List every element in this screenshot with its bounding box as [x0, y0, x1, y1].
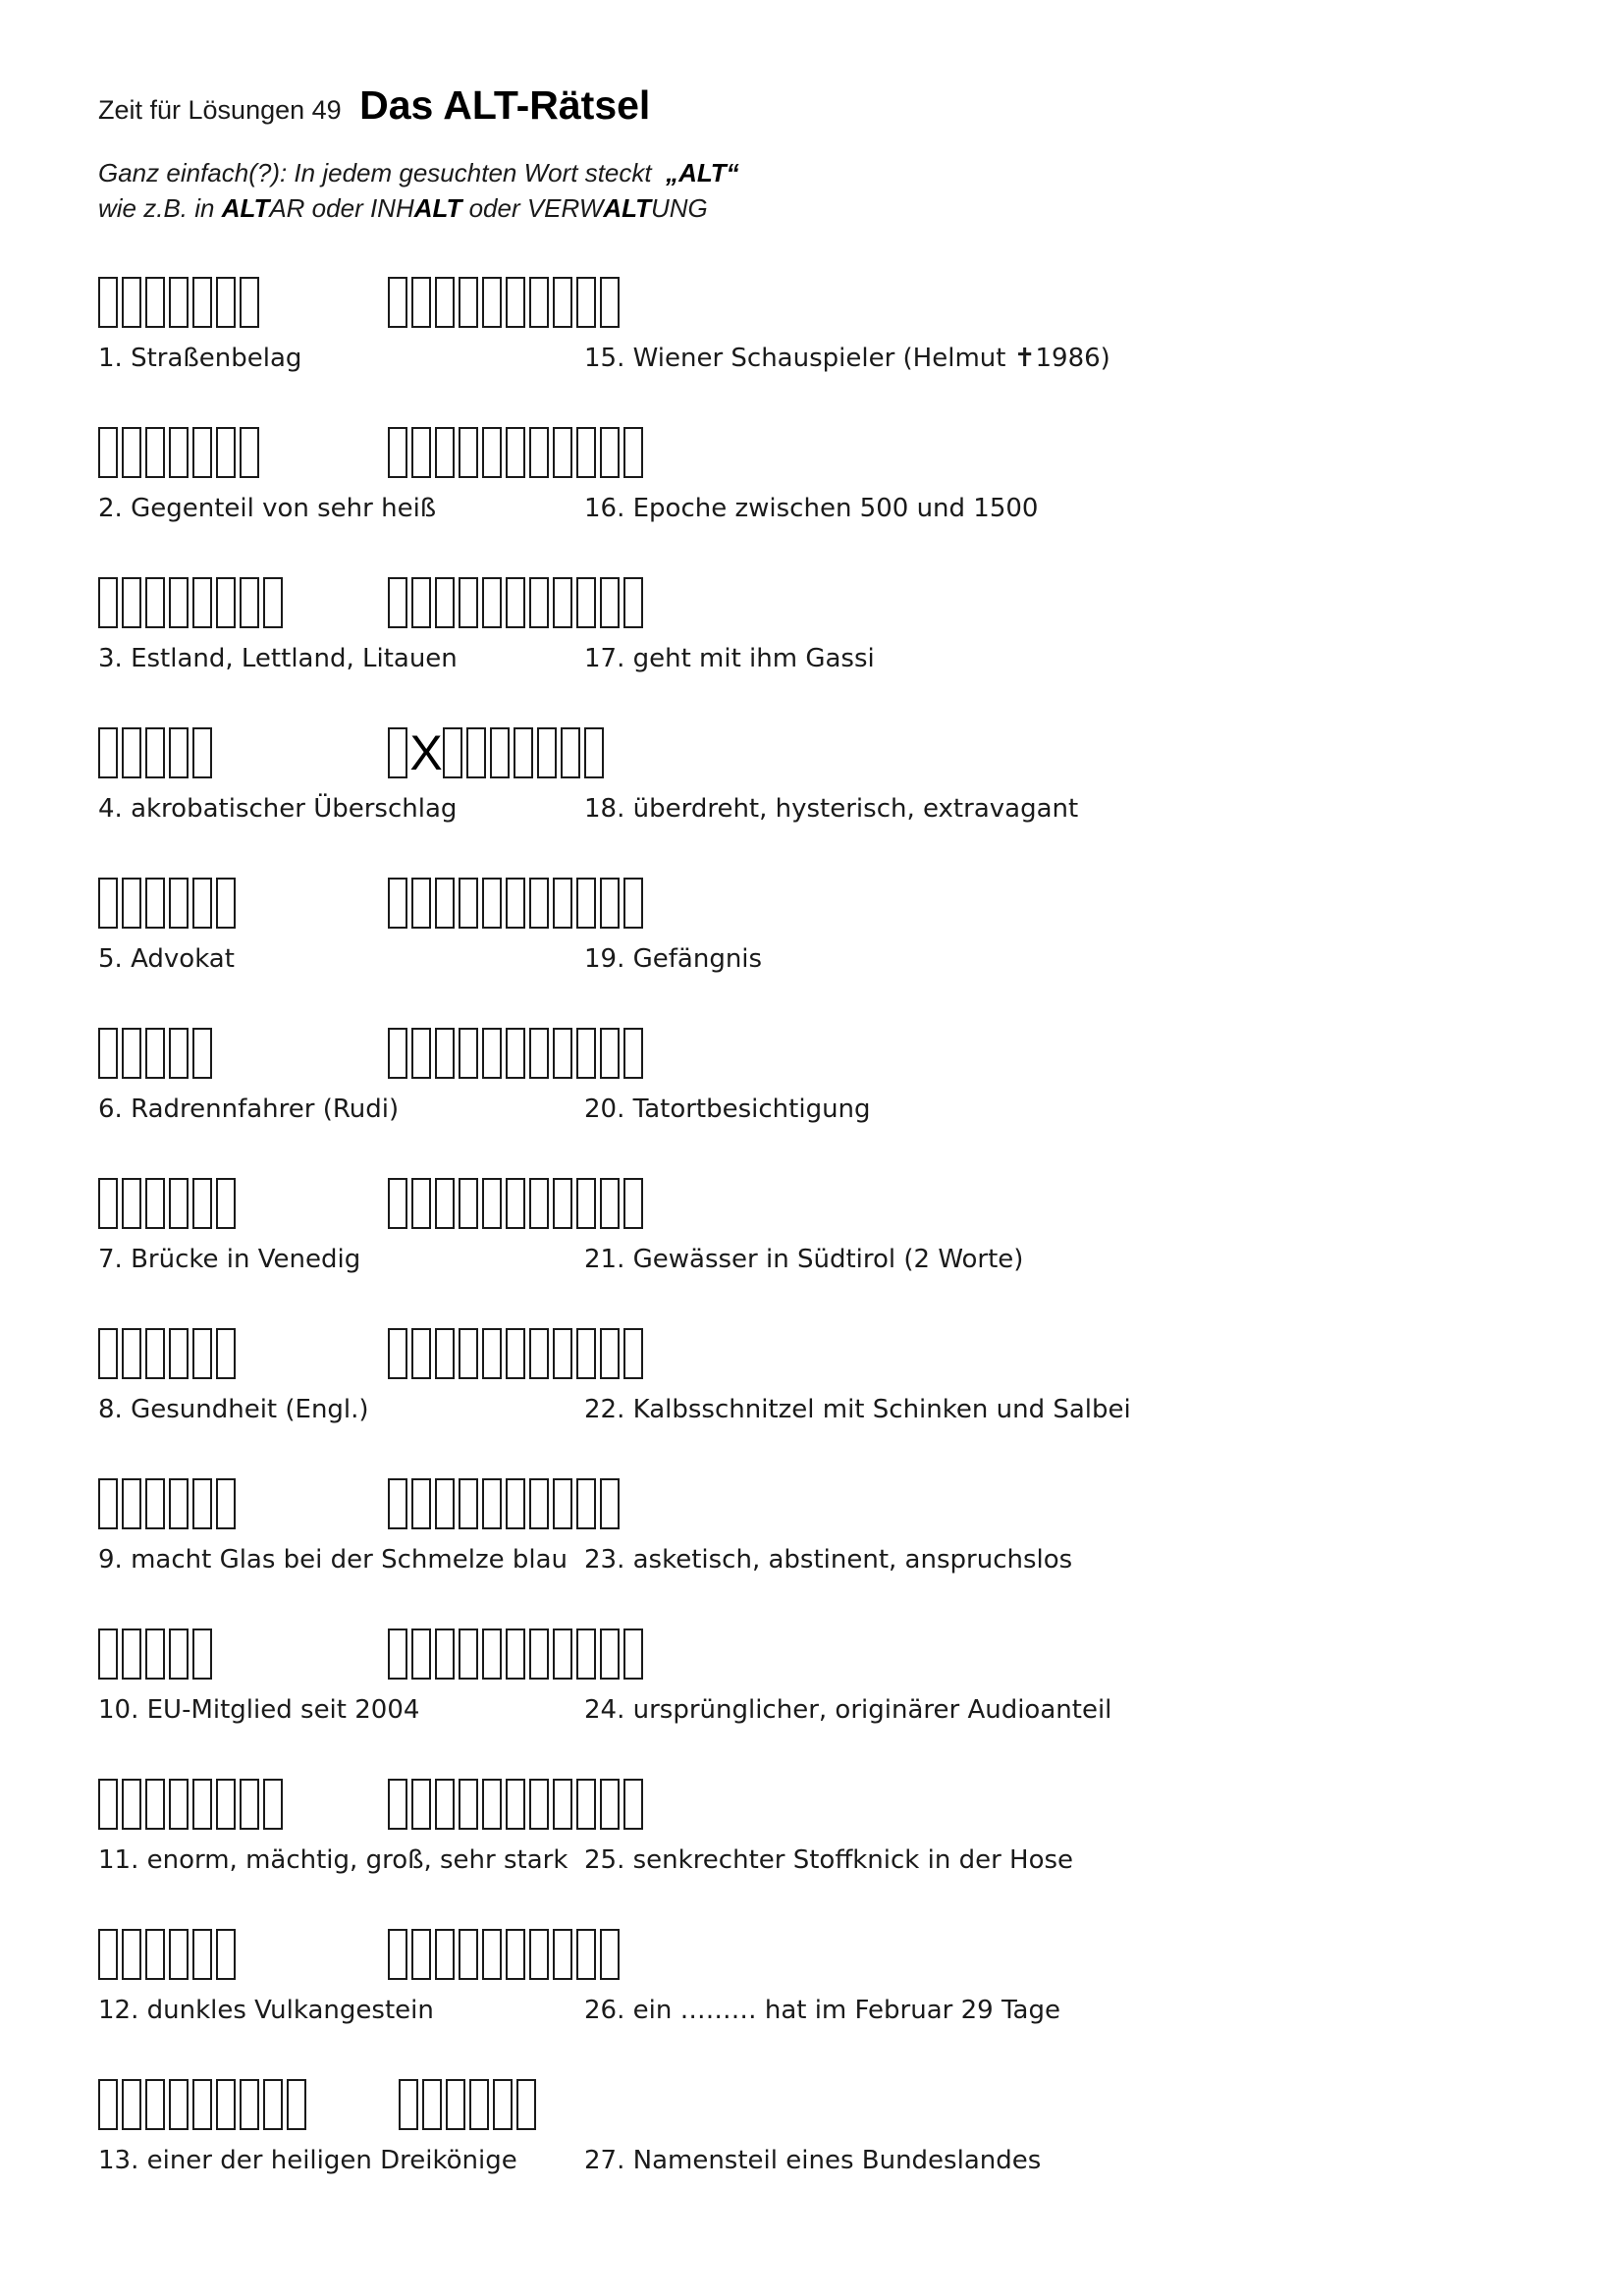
letter-box[interactable] [240, 577, 259, 628]
letter-box[interactable] [459, 1328, 478, 1379]
clue-text: 19. Gefängnis [584, 944, 763, 974]
letter-box[interactable] [122, 277, 141, 328]
letter-box[interactable] [192, 1929, 212, 1980]
letter-box[interactable] [388, 1929, 407, 1980]
letter-box[interactable] [435, 1629, 455, 1680]
letter-box[interactable] [553, 1178, 572, 1229]
letter-box[interactable] [576, 1028, 596, 1079]
letter-box[interactable] [388, 1779, 407, 1830]
letter-box[interactable] [169, 1929, 189, 1980]
letter-box[interactable] [623, 1178, 643, 1229]
letter-box[interactable] [529, 878, 549, 929]
letter-box[interactable] [553, 1779, 572, 1830]
letter-box[interactable] [576, 1178, 596, 1229]
answer-boxes [388, 1773, 647, 1836]
letter-box[interactable] [411, 878, 431, 929]
letter-box[interactable] [169, 427, 189, 478]
letter-box[interactable] [388, 1328, 407, 1379]
answer-boxes [98, 872, 240, 934]
letter-box[interactable] [584, 727, 604, 778]
instructions-fragment: AR oder INH [269, 193, 414, 223]
letter-box[interactable] [216, 277, 236, 328]
letter-box[interactable] [482, 1629, 502, 1680]
letter-box[interactable] [216, 427, 236, 478]
letter-box[interactable] [98, 1629, 118, 1680]
letter-box[interactable] [516, 2079, 536, 2130]
letter-box[interactable] [553, 577, 572, 628]
letter-box[interactable] [482, 878, 502, 929]
answer-boxes [98, 1022, 216, 1085]
letter-box[interactable] [459, 1178, 478, 1229]
clue-row [0, 872, 1623, 1009]
letter-box[interactable] [553, 1028, 572, 1079]
instructions-fragment: ALT [603, 193, 651, 223]
letter-box[interactable] [240, 1779, 259, 1830]
clue-row [0, 1923, 1623, 2060]
instructions-line-2 [98, 190, 739, 226]
letter-box[interactable] [529, 1478, 549, 1529]
instructions-fragment: wie z.B. in [98, 193, 222, 223]
clue-text: 24. ursprünglicher, originärer Audioanteil [584, 1695, 1112, 1725]
letter-box[interactable] [388, 1629, 407, 1680]
letter-box[interactable] [98, 727, 118, 778]
letter-box[interactable] [122, 1178, 141, 1229]
instructions-fragment: oder VERW [461, 193, 604, 223]
letter-box[interactable] [145, 727, 165, 778]
letter-box[interactable] [122, 878, 141, 929]
letter-box[interactable] [192, 878, 212, 929]
letter-box[interactable] [192, 577, 212, 628]
letter-box[interactable] [98, 1929, 118, 1980]
letter-box[interactable] [122, 1929, 141, 1980]
letter-box[interactable] [459, 1779, 478, 1830]
answer-boxes [98, 571, 287, 634]
clue-text: 22. Kalbsschnitzel mit Schinken und Salbei [584, 1395, 1131, 1424]
letter-box[interactable] [493, 2079, 513, 2130]
letter-box[interactable] [263, 1779, 283, 1830]
letter-box[interactable] [482, 1178, 502, 1229]
letter-box[interactable] [411, 427, 431, 478]
clue-text: 4. akrobatischer Überschlag [98, 794, 458, 824]
letter-box[interactable] [411, 1779, 431, 1830]
clue-text: 25. senkrechter Stoffknick in der Hose [584, 1845, 1074, 1875]
letter-box[interactable] [169, 1028, 189, 1079]
letter-box[interactable] [623, 1328, 643, 1379]
letter-box[interactable] [192, 2079, 212, 2130]
letter-box[interactable] [459, 1629, 478, 1680]
letter-box[interactable] [506, 577, 525, 628]
letter-box[interactable] [399, 2079, 418, 2130]
clue-text: 5. Advokat [98, 944, 235, 974]
letter-box[interactable] [459, 878, 478, 929]
letter-box[interactable] [98, 277, 118, 328]
letter-box[interactable] [411, 1328, 431, 1379]
letter-box[interactable] [435, 577, 455, 628]
clue-row [0, 721, 1623, 859]
answer-boxes [98, 1322, 240, 1385]
letter-box[interactable] [411, 1478, 431, 1529]
letter-box[interactable] [482, 277, 502, 328]
letter-box[interactable] [122, 1478, 141, 1529]
letter-box[interactable] [482, 577, 502, 628]
clue-row [0, 2073, 1623, 2211]
letter-box[interactable] [192, 427, 212, 478]
letter-box[interactable] [145, 878, 165, 929]
letter-box[interactable] [287, 2079, 306, 2130]
letter-box[interactable] [576, 1629, 596, 1680]
letter-box[interactable] [459, 277, 478, 328]
letter-box[interactable] [192, 1779, 212, 1830]
letter-box[interactable] [600, 1178, 620, 1229]
letter-box[interactable] [553, 427, 572, 478]
letter-box[interactable] [169, 1629, 189, 1680]
letter-box[interactable] [388, 878, 407, 929]
letter-box[interactable] [122, 727, 141, 778]
letter-box[interactable] [145, 577, 165, 628]
letter-box[interactable] [216, 1328, 236, 1379]
letter-box[interactable] [529, 1929, 549, 1980]
letter-box[interactable] [469, 2079, 489, 2130]
letter-box[interactable] [600, 1478, 620, 1529]
page-title: Das ALT-Rätsel [359, 82, 651, 128]
letter-box[interactable] [98, 878, 118, 929]
letter-box[interactable] [446, 2079, 465, 2130]
letter-box[interactable] [435, 1478, 455, 1529]
letter-box[interactable] [623, 1028, 643, 1079]
letter-box[interactable] [576, 577, 596, 628]
letter-box[interactable] [553, 878, 572, 929]
letter-box[interactable] [98, 1779, 118, 1830]
letter-box[interactable] [216, 1779, 236, 1830]
letter-box[interactable] [506, 1629, 525, 1680]
letter-box[interactable] [122, 1028, 141, 1079]
letter-box[interactable] [192, 1478, 212, 1529]
clue-text: 12. dunkles Vulkangestein [98, 1996, 434, 2025]
instructions-line-1 [98, 155, 739, 190]
instructions-fragment: ALT [413, 193, 462, 223]
letter-box[interactable] [411, 1929, 431, 1980]
letter-box[interactable] [553, 1929, 572, 1980]
letter-box[interactable] [553, 1629, 572, 1680]
clue-row [0, 1322, 1623, 1460]
letter-box[interactable] [122, 577, 141, 628]
answer-boxes [388, 1923, 623, 1986]
letter-box[interactable] [600, 1328, 620, 1379]
letter-box[interactable] [576, 427, 596, 478]
letter-box[interactable] [263, 2079, 283, 2130]
letter-box[interactable] [506, 1028, 525, 1079]
clue-text: 2. Gegenteil von sehr heiß [98, 494, 437, 523]
letter-box[interactable] [553, 277, 572, 328]
letter-box[interactable] [529, 1328, 549, 1379]
letter-box[interactable] [145, 277, 165, 328]
clue-text: 17. geht mit ihm Gassi [584, 644, 875, 673]
letter-box[interactable] [192, 1028, 212, 1079]
answer-boxes [388, 1022, 647, 1085]
answer-boxes [388, 421, 647, 484]
letter-box[interactable] [98, 1478, 118, 1529]
answer-boxes [98, 2073, 310, 2136]
letter-box[interactable] [529, 427, 549, 478]
letter-box[interactable] [169, 727, 189, 778]
letter-box[interactable] [145, 1178, 165, 1229]
letter-box[interactable] [529, 1178, 549, 1229]
letter-box[interactable] [600, 878, 620, 929]
letter-box[interactable] [422, 2079, 442, 2130]
letter-box[interactable] [482, 1478, 502, 1529]
letter-box[interactable] [169, 1779, 189, 1830]
clue-row [0, 1172, 1623, 1309]
instructions [98, 155, 739, 226]
letter-box[interactable] [553, 1478, 572, 1529]
clue-row [0, 1022, 1623, 1159]
letter-box[interactable] [192, 277, 212, 328]
letter-box[interactable] [600, 1629, 620, 1680]
letter-box[interactable] [192, 1328, 212, 1379]
letter-box[interactable] [411, 1629, 431, 1680]
letter-box[interactable] [466, 727, 486, 778]
letter-box[interactable] [576, 277, 596, 328]
letter-box[interactable] [459, 1929, 478, 1980]
letter-box[interactable] [122, 1779, 141, 1830]
instructions-fragment: UNG [651, 193, 708, 223]
letter-box[interactable] [98, 427, 118, 478]
letter-box[interactable] [122, 2079, 141, 2130]
answer-boxes [388, 1472, 623, 1535]
letter-box[interactable] [529, 1779, 549, 1830]
letter-box[interactable] [435, 878, 455, 929]
clue-text: 16. Epoche zwischen 500 und 1500 [584, 494, 1039, 523]
letter-box[interactable] [388, 727, 407, 778]
letter-box[interactable] [482, 1929, 502, 1980]
letter-box[interactable] [506, 1929, 525, 1980]
clue-text: 11. enorm, mächtig, groß, sehr stark [98, 1845, 568, 1875]
letter-box[interactable] [435, 1779, 455, 1830]
letter-box[interactable] [576, 878, 596, 929]
letter-box[interactable] [388, 1178, 407, 1229]
clue-row [0, 571, 1623, 709]
letter-box[interactable] [192, 727, 212, 778]
answer-boxes [388, 721, 608, 784]
letter-box[interactable] [145, 1478, 165, 1529]
clue-text: 18. überdreht, hysterisch, extravagant [584, 794, 1079, 824]
letter-box[interactable] [529, 1629, 549, 1680]
letter-box[interactable] [459, 427, 478, 478]
clue-text: 26. ein ……… hat im Februar 29 Tage [584, 1996, 1060, 2025]
letter-box[interactable] [482, 1779, 502, 1830]
letter-box[interactable] [576, 1929, 596, 1980]
letter-box[interactable] [506, 878, 525, 929]
letter-box[interactable] [506, 1478, 525, 1529]
letter-box[interactable] [98, 1178, 118, 1229]
letter-box[interactable] [459, 1478, 478, 1529]
letter-box[interactable] [459, 577, 478, 628]
instructions-quote: „ALT“ [666, 158, 739, 187]
letter-box[interactable] [240, 2079, 259, 2130]
letter-box[interactable] [435, 277, 455, 328]
letter-box[interactable] [529, 277, 549, 328]
letter-box[interactable] [411, 1028, 431, 1079]
letter-box[interactable] [482, 427, 502, 478]
letter-box[interactable] [388, 577, 407, 628]
letter-box[interactable] [145, 1629, 165, 1680]
answer-boxes [388, 1172, 647, 1235]
letter-box[interactable] [122, 427, 141, 478]
letter-box[interactable] [216, 2079, 236, 2130]
clue-row [0, 1773, 1623, 1910]
letter-box[interactable] [240, 277, 259, 328]
letter-box[interactable] [623, 577, 643, 628]
letter-box[interactable] [600, 277, 620, 328]
letter-box[interactable] [263, 577, 283, 628]
letter-box[interactable] [192, 1629, 212, 1680]
letter-box[interactable] [482, 1028, 502, 1079]
clue-text: 13. einer der heiligen Dreikönige [98, 2146, 517, 2175]
letter-box[interactable] [506, 277, 525, 328]
letter-box[interactable] [600, 577, 620, 628]
clue-row [0, 421, 1623, 559]
clue-text: 15. Wiener Schauspieler (Helmut ✝1986) [584, 344, 1110, 373]
answer-boxes [98, 1923, 240, 1986]
answer-boxes [388, 1322, 647, 1385]
letter-box[interactable] [600, 1028, 620, 1079]
letter-box[interactable] [435, 1178, 455, 1229]
answer-boxes [98, 721, 216, 784]
letter-box[interactable] [122, 1629, 141, 1680]
clue-text: 10. EU-Mitglied seit 2004 [98, 1695, 420, 1725]
letter-box[interactable] [98, 1028, 118, 1079]
answer-boxes [399, 2073, 540, 2136]
clue-text: 21. Gewässer in Südtirol (2 Worte) [584, 1245, 1024, 1274]
header [98, 82, 650, 129]
clue-text: 3. Estland, Lettland, Litauen [98, 644, 458, 673]
letter-box[interactable] [506, 1779, 525, 1830]
letter-box[interactable] [169, 1478, 189, 1529]
letter-box[interactable] [145, 1028, 165, 1079]
letter-box[interactable] [122, 1328, 141, 1379]
letter-box[interactable] [98, 1328, 118, 1379]
letter-box[interactable] [576, 1779, 596, 1830]
answer-boxes [98, 421, 263, 484]
letter-box[interactable] [216, 1929, 236, 1980]
letter-box[interactable] [576, 1478, 596, 1529]
prefilled-letter[interactable]: X [409, 725, 443, 780]
letter-box[interactable] [600, 1929, 620, 1980]
clue-row [0, 271, 1623, 408]
letter-box[interactable] [145, 427, 165, 478]
answer-boxes [388, 872, 647, 934]
answer-boxes [388, 271, 623, 334]
letter-box[interactable] [388, 1028, 407, 1079]
letter-box[interactable] [529, 577, 549, 628]
clue-text: 9. macht Glas bei der Schmelze blau [98, 1545, 568, 1575]
letter-box[interactable] [192, 1178, 212, 1229]
header-prefix: Zeit für Lösungen 49 [98, 95, 342, 125]
letter-box[interactable] [600, 1779, 620, 1830]
letter-box[interactable] [388, 1478, 407, 1529]
instructions-text: Ganz einfach(?): In jedem gesuchten Wort steckt [98, 158, 652, 187]
letter-box[interactable] [169, 277, 189, 328]
answer-boxes [98, 1623, 216, 1685]
letter-box[interactable] [216, 1478, 236, 1529]
letter-box[interactable] [169, 878, 189, 929]
clue-text: 1. Straßenbelag [98, 344, 302, 373]
letter-box[interactable] [537, 727, 557, 778]
answer-boxes [98, 1172, 240, 1235]
letter-box[interactable] [623, 878, 643, 929]
letter-box[interactable] [514, 727, 533, 778]
clue-row [0, 1472, 1623, 1610]
letter-box[interactable] [576, 1328, 596, 1379]
clue-text: 23. asketisch, abstinent, anspruchslos [584, 1545, 1073, 1575]
letter-box[interactable] [623, 1779, 643, 1830]
letter-box[interactable] [506, 1328, 525, 1379]
letter-box[interactable] [169, 1328, 189, 1379]
answer-boxes [388, 1623, 647, 1685]
letter-box[interactable] [388, 427, 407, 478]
letter-box[interactable] [145, 1779, 165, 1830]
letter-box[interactable] [623, 1629, 643, 1680]
letter-box[interactable] [411, 277, 431, 328]
letter-box[interactable] [145, 1929, 165, 1980]
letter-box[interactable] [240, 427, 259, 478]
instructions-fragment: ALT [221, 193, 270, 223]
clue-text: 7. Brücke in Venedig [98, 1245, 361, 1274]
letter-box[interactable] [388, 277, 407, 328]
letter-box[interactable] [435, 1929, 455, 1980]
letter-box[interactable] [529, 1028, 549, 1079]
letter-box[interactable] [216, 878, 236, 929]
letter-box[interactable] [216, 577, 236, 628]
letter-box[interactable] [411, 1178, 431, 1229]
letter-box[interactable] [553, 1328, 572, 1379]
clue-text: 8. Gesundheit (Engl.) [98, 1395, 369, 1424]
letter-box[interactable] [561, 727, 580, 778]
letter-box[interactable] [506, 1178, 525, 1229]
letter-box[interactable] [506, 427, 525, 478]
letter-box[interactable] [216, 1178, 236, 1229]
letter-box[interactable] [145, 1328, 165, 1379]
letter-box[interactable] [443, 727, 462, 778]
answer-boxes [98, 1773, 287, 1836]
letter-box[interactable] [98, 577, 118, 628]
letter-box[interactable] [482, 1328, 502, 1379]
letter-box[interactable] [145, 2079, 165, 2130]
clue-text: 27. Namensteil eines Bundeslandes [584, 2146, 1042, 2175]
letter-box[interactable] [169, 577, 189, 628]
clue-row [0, 1623, 1623, 1760]
letter-box[interactable] [169, 2079, 189, 2130]
answer-boxes [98, 271, 263, 334]
letter-box[interactable] [490, 727, 510, 778]
letter-box[interactable] [169, 1178, 189, 1229]
letter-box[interactable] [411, 577, 431, 628]
letter-box[interactable] [98, 2079, 118, 2130]
answer-boxes [388, 571, 647, 634]
letter-box[interactable] [435, 1328, 455, 1379]
letter-box[interactable] [623, 427, 643, 478]
letter-box[interactable] [435, 1028, 455, 1079]
answer-boxes [98, 1472, 240, 1535]
letter-box[interactable] [600, 427, 620, 478]
clue-text: 20. Tatortbesichtigung [584, 1095, 871, 1124]
clue-text: 6. Radrennfahrer (Rudi) [98, 1095, 400, 1124]
letter-box[interactable] [459, 1028, 478, 1079]
letter-box[interactable] [435, 427, 455, 478]
